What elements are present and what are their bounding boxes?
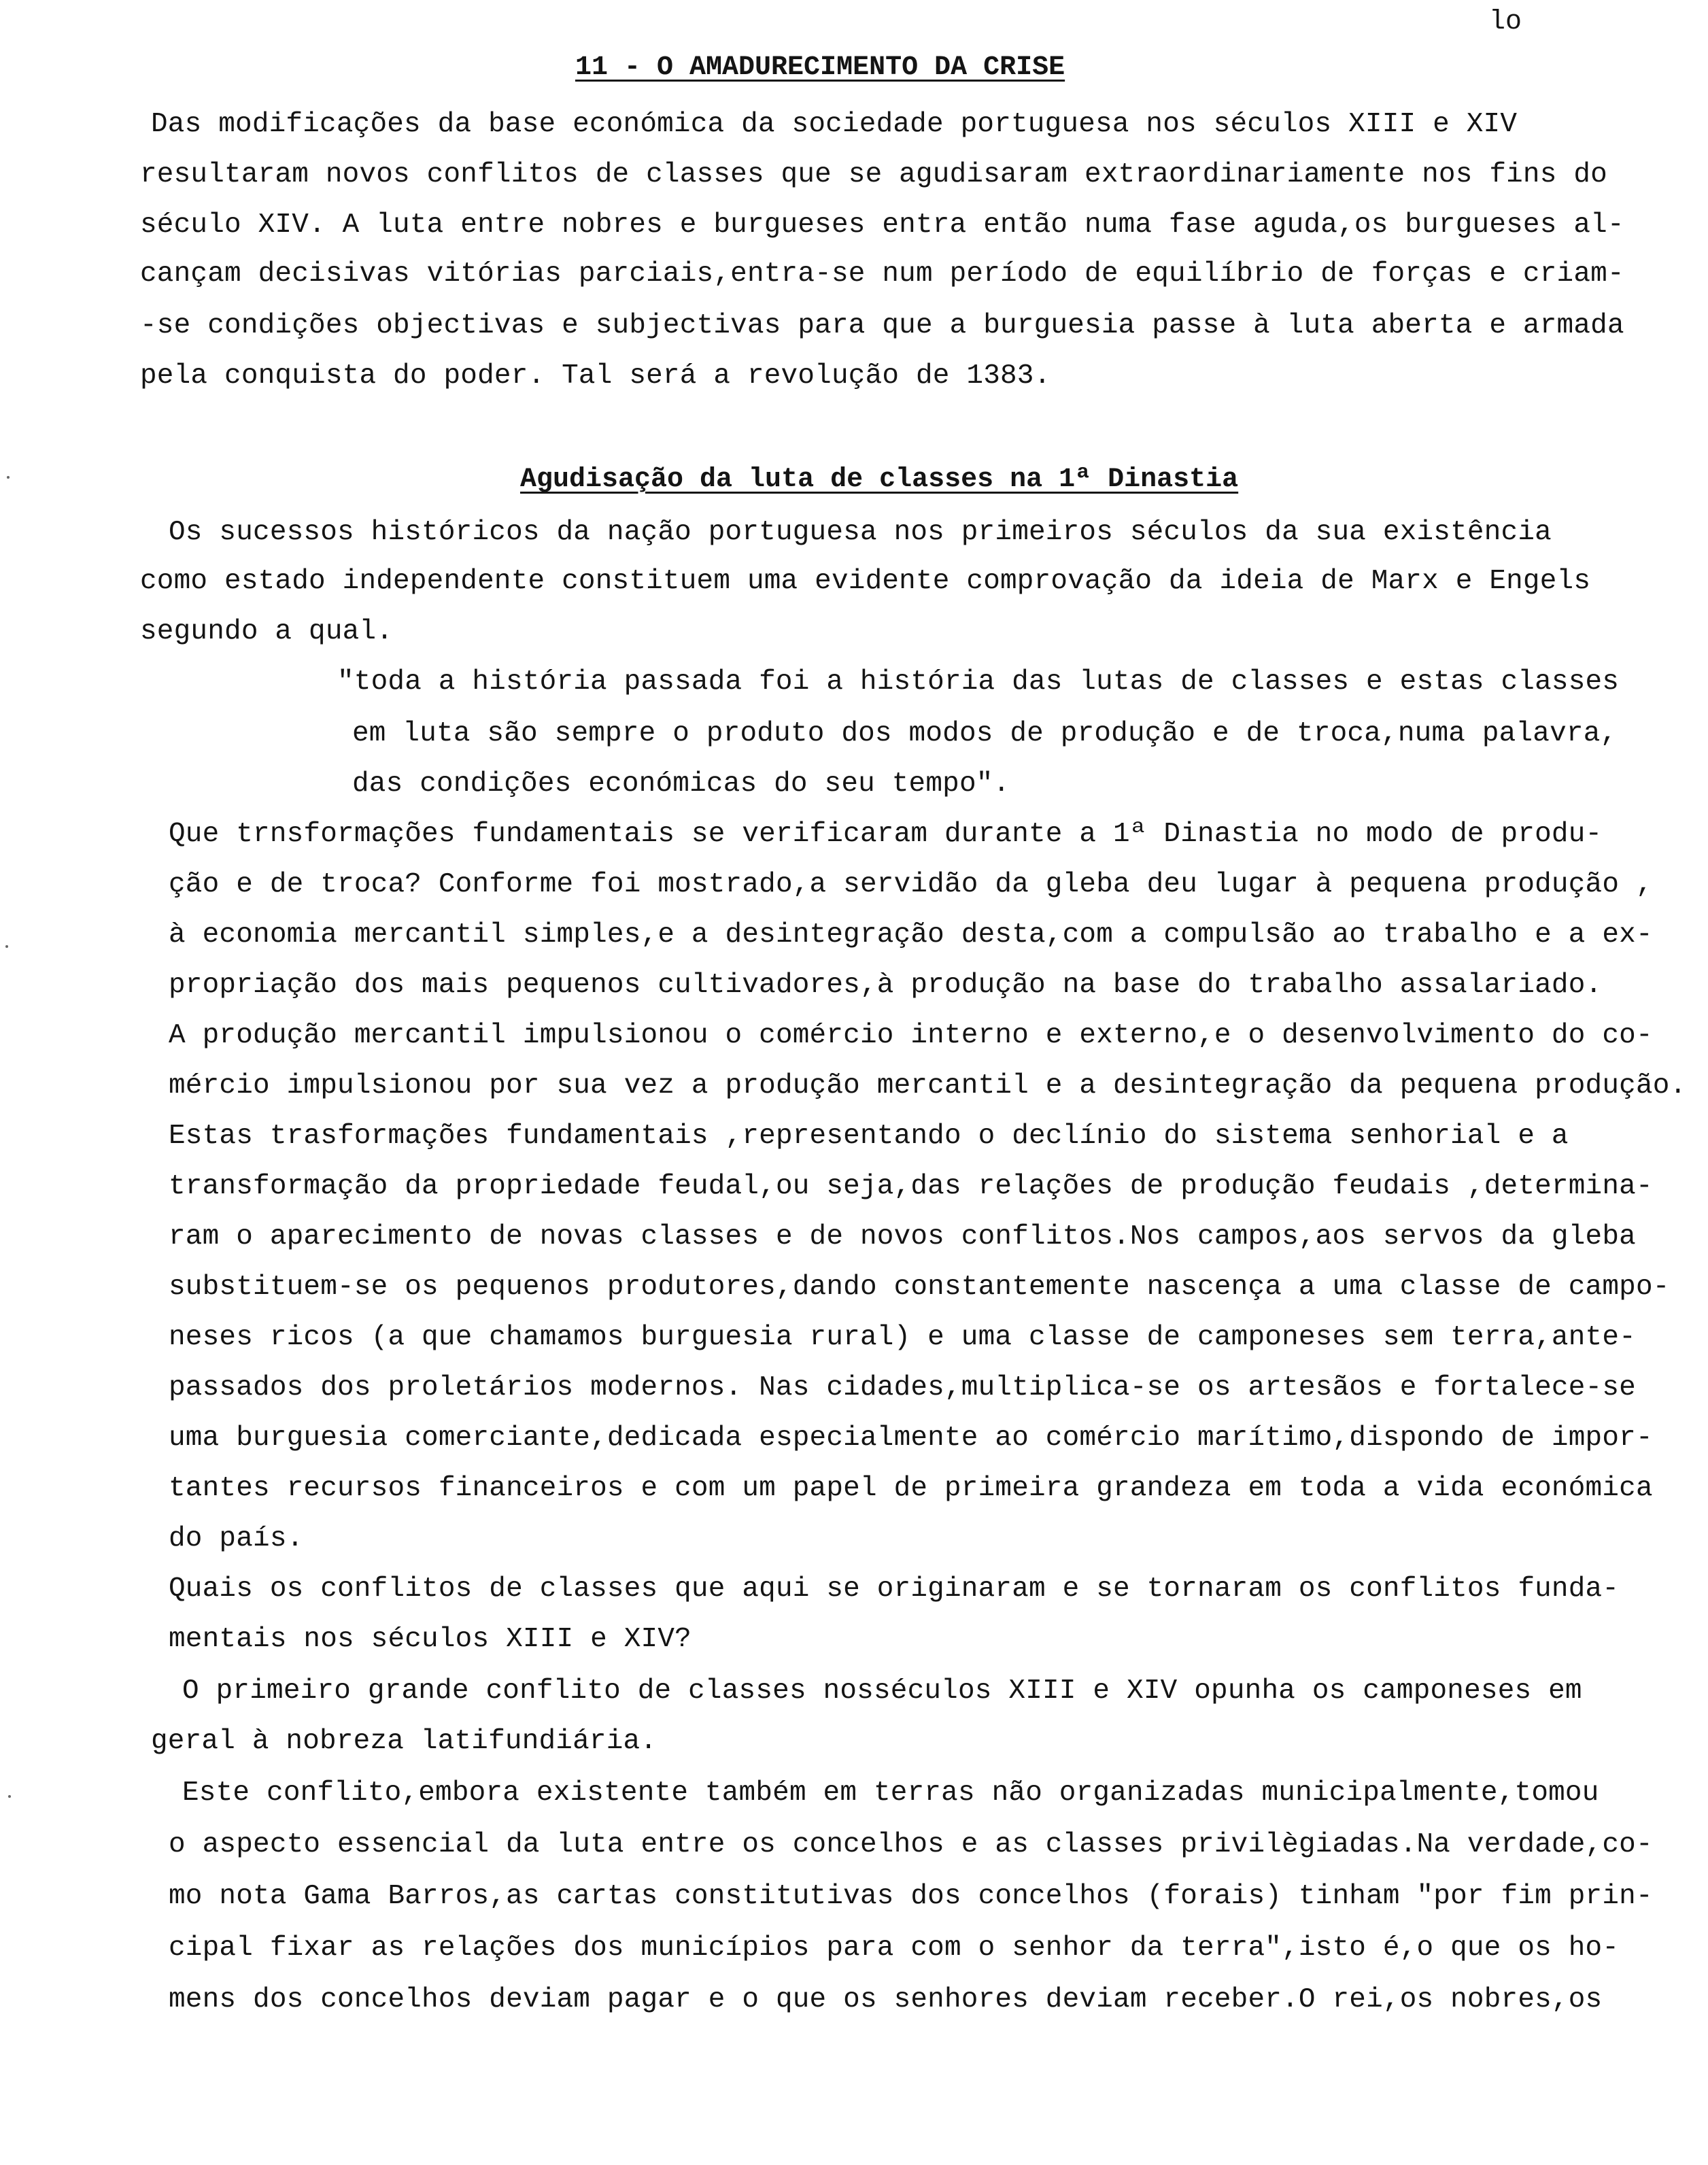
margin-speck <box>8 1795 11 1798</box>
paragraph-1-line-1: Os sucessos históricos da nação portuguesa nos primeiros séculos da sua existência <box>169 517 1552 548</box>
intro-line-4: cançam decisivas vitórias parciais,entra-se num período de equilíbrio de forças e criam- <box>140 258 1624 290</box>
paragraph-3-line-5: neses ricos (a que chamamos burguesia rural) e uma classe de camponeses sem terra,ante- <box>169 1322 1636 1353</box>
margin-speck <box>7 476 10 479</box>
quote-line-2: em luta são sempre o produto dos modos de produção e de troca,numa palavra, <box>352 718 1618 749</box>
paragraph-2-line-4: propriação dos mais pequenos cultivadores,à produção na base do trabalho assalariado. <box>169 970 1603 1001</box>
paragraph-2-line-6: mércio impulsionou por sua vez a produção mercantil e a desintegração da pequena produção. <box>169 1070 1687 1102</box>
page-number: lo <box>1489 7 1522 37</box>
paragraph-6-line-2: o aspecto essencial da luta entre os concelhos e as classes privilègiadas.Na verdade,co- <box>169 1829 1653 1860</box>
paragraph-6-line-4: cipal fixar as relações dos municípios para com o senhor da terra",isto é,o que os ho- <box>169 1932 1620 1964</box>
paragraph-1-line-3: segundo a qual. <box>140 616 394 647</box>
intro-line-3: século XIV. A luta entre nobres e burgueses entra então numa fase aguda,os burgueses al- <box>140 209 1624 241</box>
paragraph-4-line-1: Quais os conflitos de classes que aqui se originaram e se tornaram os conflitos funda- <box>169 1573 1620 1605</box>
paragraph-3-line-3: ram o aparecimento de novas classes e de novos conflitos.Nos campos,aos servos da gleba <box>169 1221 1636 1252</box>
paragraph-2-line-3: à economia mercantil simples,e a desintegração desta,com a compulsão ao trabalho e a ex- <box>169 919 1653 951</box>
paragraph-1-line-2: como estado independente constituem uma evidente comprovação da ideia de Marx e Engels <box>140 566 1591 597</box>
paragraph-5-line-2: geral à nobreza latifundiária. <box>151 1726 657 1757</box>
paragraph-6-line-3: mo nota Gama Barros,as cartas constitutivas dos concelhos (forais) tinham "por fim prin- <box>169 1881 1653 1912</box>
paragraph-3-line-8: tantes recursos financeiros e com um papel de primeira grandeza em toda a vida económica <box>169 1473 1653 1504</box>
paragraph-3-line-2: transformação da propriedade feudal,ou seja,das relações de produção feudais ,determina- <box>169 1171 1653 1202</box>
intro-line-2: resultaram novos conflitos de classes que se agudisaram extraordinariamente nos fins do <box>140 159 1607 190</box>
paragraph-3-line-4: substituem-se os pequenos produtores,dando constantemente nascença a uma classe de campo- <box>169 1272 1670 1303</box>
paragraph-3-line-9: do país. <box>169 1523 304 1554</box>
quote-line-3: das condições económicas do seu tempo". <box>352 768 1010 800</box>
section-heading: Agudisação da luta de classes na 1ª Dinastia <box>520 464 1239 495</box>
paragraph-5-line-1: O primeiro grande conflito de classes nosséculos XIII e XIV opunha os camponeses em <box>182 1675 1582 1707</box>
chapter-title: 11 - O AMADURECIMENTO DA CRISE <box>575 52 1065 83</box>
paragraph-3-line-1: Estas trasformações fundamentais ,representando o declínio do sistema senhorial e a <box>169 1121 1569 1152</box>
paragraph-4-line-2: mentais nos séculos XIII e XIV? <box>169 1624 691 1655</box>
paragraph-2-line-2: ção e de troca? Conforme foi mostrado,a servidão da gleba deu lugar à pequena produção , <box>169 869 1653 900</box>
paragraph-6-line-1: Este conflito,embora existente também em terras não organizadas municipalmente,tomou <box>182 1777 1599 1809</box>
margin-speck <box>5 945 8 948</box>
intro-line-5: -se condições objectivas e subjectivas para que a burguesia passe à luta aberta e armada <box>140 310 1624 341</box>
quote-line-1: "toda a história passada foi a história das lutas de classes e estas classes <box>337 666 1620 698</box>
paragraph-6-line-5: mens dos concelhos deviam pagar e o que os senhores deviam receber.O rei,os nobres,os <box>169 1984 1603 2015</box>
paragraph-3-line-6: passados dos proletários modernos. Nas cidades,multiplica-se os artesãos e fortalece-se <box>169 1372 1636 1403</box>
intro-line-1: Das modificações da base económica da sociedade portuguesa nos séculos XIII e XIV <box>151 109 1518 140</box>
paragraph-3-line-7: uma burguesia comerciante,dedicada especialmente ao comércio marítimo,dispondo de impor- <box>169 1422 1653 1454</box>
intro-line-6: pela conquista do poder. Tal será a revolução de 1383. <box>140 360 1051 392</box>
paragraph-2-line-5: A produção mercantil impulsionou o comércio interno e externo,e o desenvolvimento do co- <box>169 1020 1653 1051</box>
paragraph-2-line-1: Que trnsformações fundamentais se verificaram durante a 1ª Dinastia no modo de produ- <box>169 819 1603 850</box>
